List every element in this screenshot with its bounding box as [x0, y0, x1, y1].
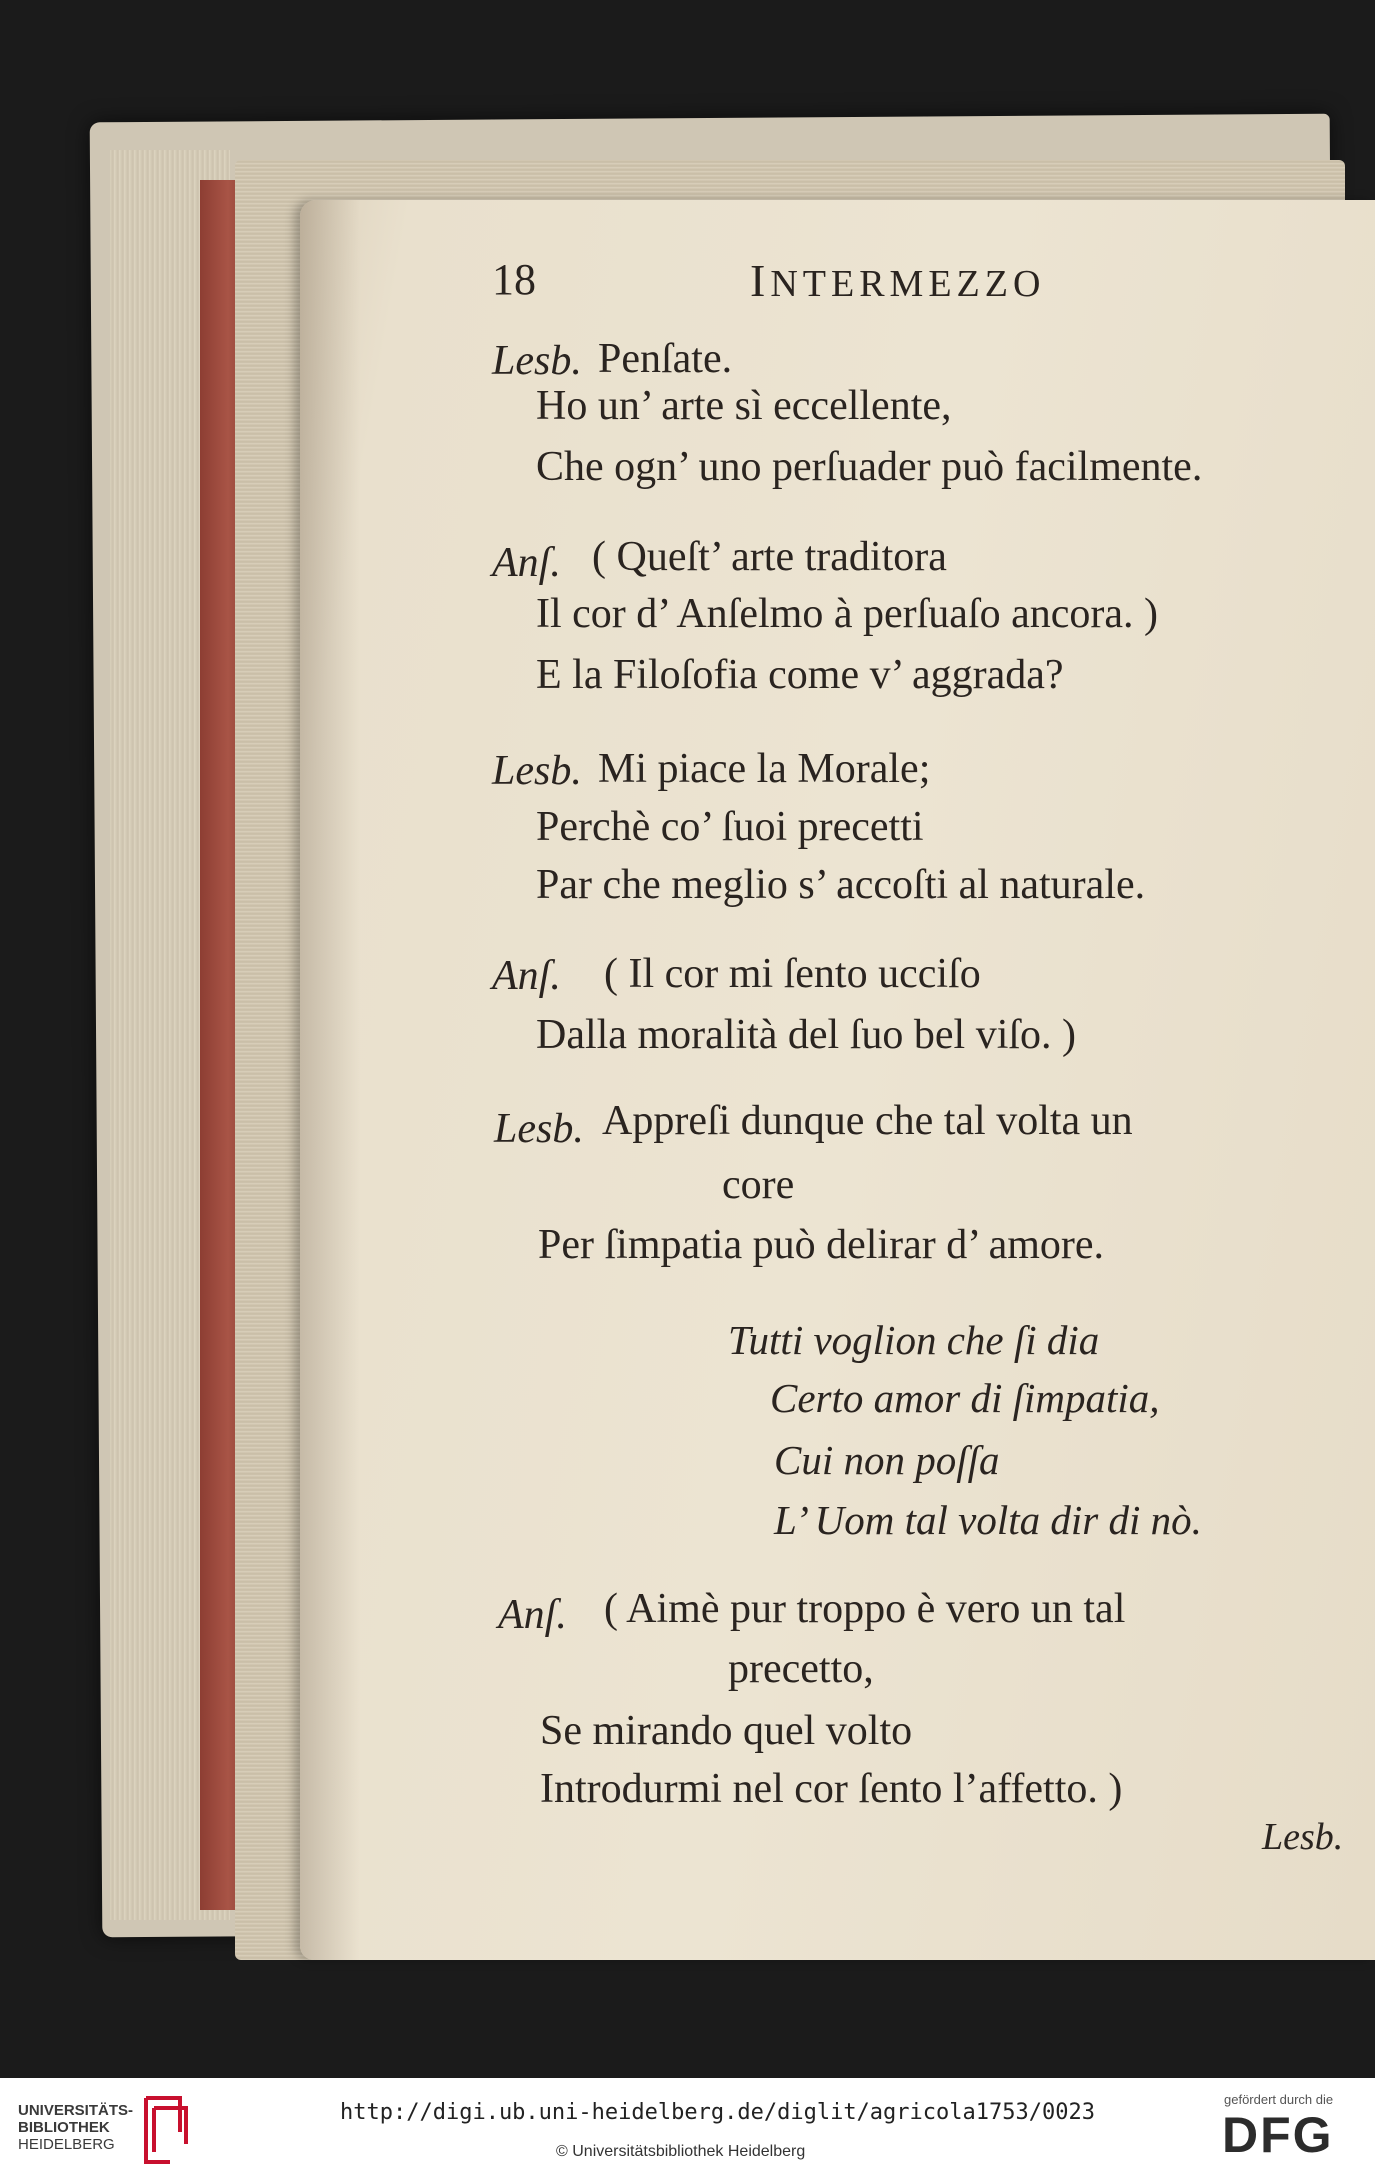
aria-line: Certo amor di ſimpatia, [770, 1375, 1160, 1421]
copyright-notice: © Universitätsbibliothek Heidelberg [556, 2143, 806, 2160]
verse-line: Ho un’ arte sì eccellente, [536, 383, 952, 429]
verse-line: Appreſi dunque che tal volta un [602, 1098, 1133, 1144]
verse-line: precetto, [728, 1646, 874, 1692]
verse-line: core [722, 1162, 795, 1208]
verse-line: Perchè co’ ſuoi precetti [536, 804, 924, 850]
dfg-logo: DFG [1222, 2107, 1334, 2163]
catchword: Lesb. [1262, 1816, 1344, 1858]
speaker-label: Anſ. [492, 540, 561, 586]
logo-line: UNIVERSITÄTS- [18, 2102, 134, 2119]
page-gutter-shadow [300, 200, 360, 1960]
verse-line: ( Queſt’ arte traditora [592, 534, 947, 580]
verse-line: Per ſimpatia può delirar d’ amore. [538, 1222, 1105, 1268]
speaker-label: Lesb. [492, 748, 582, 794]
library-logo-text [18, 2102, 133, 2153]
verse-line: Dalla moralità del ſuo bel viſo. ) [536, 1012, 1077, 1058]
verse-line: Che ogn’ uno perſuader può facilmente. [536, 444, 1203, 490]
aria-line: Tutti voglion che ſi dia [728, 1317, 1100, 1363]
verse-line: Penſate. [598, 336, 733, 382]
verse-line: Il cor d’ Anſelmo à perſuaſo ancora. ) [536, 591, 1158, 637]
verse-line: ( Il cor mi ſento ucciſo [604, 951, 981, 997]
speaker-label: Anſ. [498, 1592, 567, 1638]
verse-line: Introdurmi nel cor ſento l’affetto. ) [540, 1766, 1123, 1812]
page-number: 18 [492, 255, 536, 304]
speaker-label: Anſ. [492, 953, 561, 999]
aria-line: Cui non poſſa [774, 1437, 1000, 1483]
logo-line: BIBLIOTHEK [18, 2119, 110, 2136]
speaker-label: Lesb. [492, 338, 582, 384]
verse-line: ( Aimè pur troppo è vero un tal [604, 1586, 1126, 1632]
dfg-caption: gefördert durch die [1224, 2092, 1334, 2107]
permalink-url[interactable]: http://digi.ub.uni-heidelberg.de/diglit/agricola1753/0023 [340, 2100, 1095, 2125]
running-head-rest: NTERMEZZO [770, 263, 1046, 305]
verse-line: Se mirando quel volto [540, 1708, 913, 1754]
library-logo-icon [140, 2092, 192, 2168]
verse-line: E la Filoſofia come v’ aggrada? [536, 652, 1064, 698]
verse-line: Par che meglio s’ accoſti al naturale. [536, 862, 1146, 908]
logo-line: HEIDELBERG [18, 2136, 115, 2153]
aria-line: L’ Uom tal volta dir di nò. [774, 1497, 1202, 1543]
running-head-initial: I [750, 255, 771, 306]
speaker-label: Lesb. [494, 1106, 584, 1152]
footer-bar [0, 2078, 1375, 2176]
running-head [750, 255, 1046, 306]
verse-line: Mi piace la Morale; [598, 746, 931, 792]
